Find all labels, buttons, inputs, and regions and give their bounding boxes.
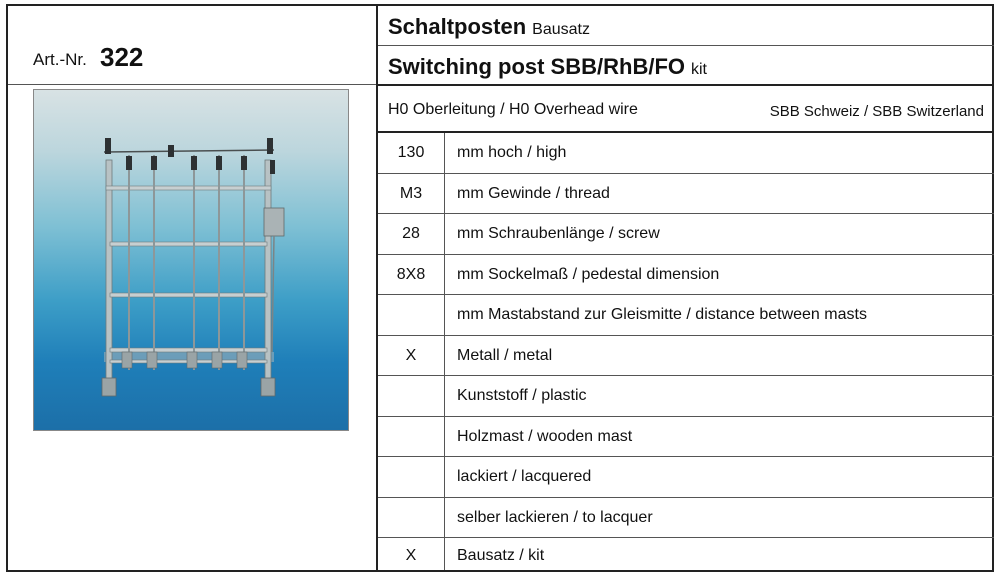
spec-value <box>378 498 445 538</box>
spec-desc: lackiert / lacquered <box>457 468 592 485</box>
spec-desc: mm Schraubenlänge / screw <box>457 225 660 242</box>
left-panel <box>8 6 378 570</box>
spec-value: 130 <box>378 133 445 173</box>
spec-row <box>378 417 994 458</box>
product-photo <box>33 89 349 431</box>
spec-desc: mm Sockelmaß / pedestal dimension <box>457 265 720 283</box>
spec-row <box>378 498 994 539</box>
spec-value <box>378 295 445 335</box>
category-row <box>378 86 994 133</box>
article-prefix: Art.-Nr. <box>33 50 87 69</box>
spec-row <box>378 457 994 498</box>
spec-value: 28 <box>378 214 445 254</box>
spec-value <box>378 457 445 497</box>
spec-desc: mm hoch / high <box>457 144 567 161</box>
spec-desc: Kunststoff / plastic <box>457 387 587 404</box>
spec-row <box>378 376 994 417</box>
spec-desc: mm Gewinde / thread <box>457 184 610 202</box>
spec-row <box>378 214 994 255</box>
title-german-kit: Bausatz <box>532 21 590 38</box>
article-number-cell <box>8 6 376 85</box>
spec-row <box>378 133 994 174</box>
spec-desc: selber lackieren / to lacquer <box>457 508 653 526</box>
title-german: Schaltposten Bausatz <box>388 14 590 39</box>
spec-value: 8X8 <box>378 255 445 295</box>
spec-value <box>378 417 445 457</box>
spec-value: X <box>378 336 445 376</box>
article-number: 322 <box>100 42 144 72</box>
category-label: H0 Oberleitung / H0 Overhead wire <box>388 101 638 118</box>
spec-desc: Bausatz / kit <box>457 547 545 564</box>
spec-value: X <box>378 538 445 570</box>
spec-panel <box>378 6 994 570</box>
spec-desc: Metall / metal <box>457 346 553 364</box>
region-label: SBB Schweiz / SBB Switzerland <box>769 103 984 120</box>
spec-desc: Holzmast / wooden mast <box>457 427 633 445</box>
spec-row <box>378 538 994 570</box>
spec-row <box>378 295 994 336</box>
spec-row <box>378 255 994 296</box>
title-english-kit: kit <box>691 61 707 78</box>
spec-value: M3 <box>378 174 445 214</box>
title-german-row <box>378 6 994 46</box>
spec-row <box>378 174 994 215</box>
spec-value <box>378 376 445 416</box>
spec-row <box>378 336 994 377</box>
spec-desc: mm Mastabstand zur Gleismitte / distance between masts <box>457 306 867 323</box>
product-sheet <box>6 4 994 572</box>
title-english: Switching post SBB/RhB/FO kit <box>388 54 707 79</box>
title-english-row <box>378 46 994 86</box>
switching-post-illustration <box>34 90 349 431</box>
